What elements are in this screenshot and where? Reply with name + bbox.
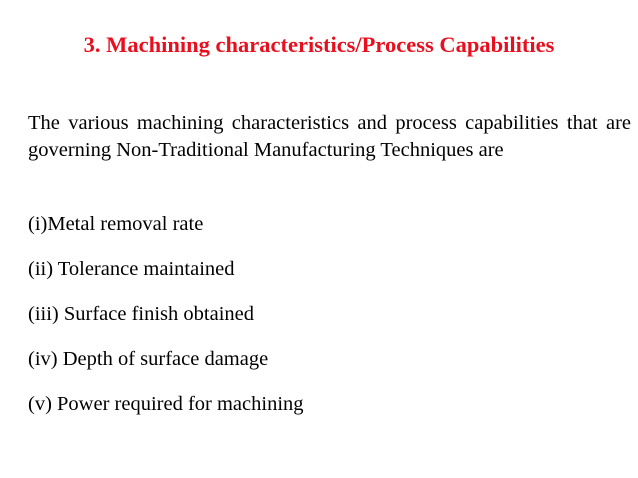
list-item: (i)Metal removal rate [28,213,204,235]
list-item: (ii) Tolerance maintained [28,258,235,280]
list-item: (iii) Surface finish obtained [28,303,255,325]
list-item: (iv) Depth of surface damage [28,348,269,370]
characteristics-list [28,211,631,436]
intro-paragraph: The various machining characteristics and process capabilities that are governing Non-Traditional Manufacturing Techniques are [28,112,631,161]
list-item: (v) Power required for machining [28,393,304,415]
slide-title: 3. Machining characteristics/Process Capabilities [83,32,555,57]
